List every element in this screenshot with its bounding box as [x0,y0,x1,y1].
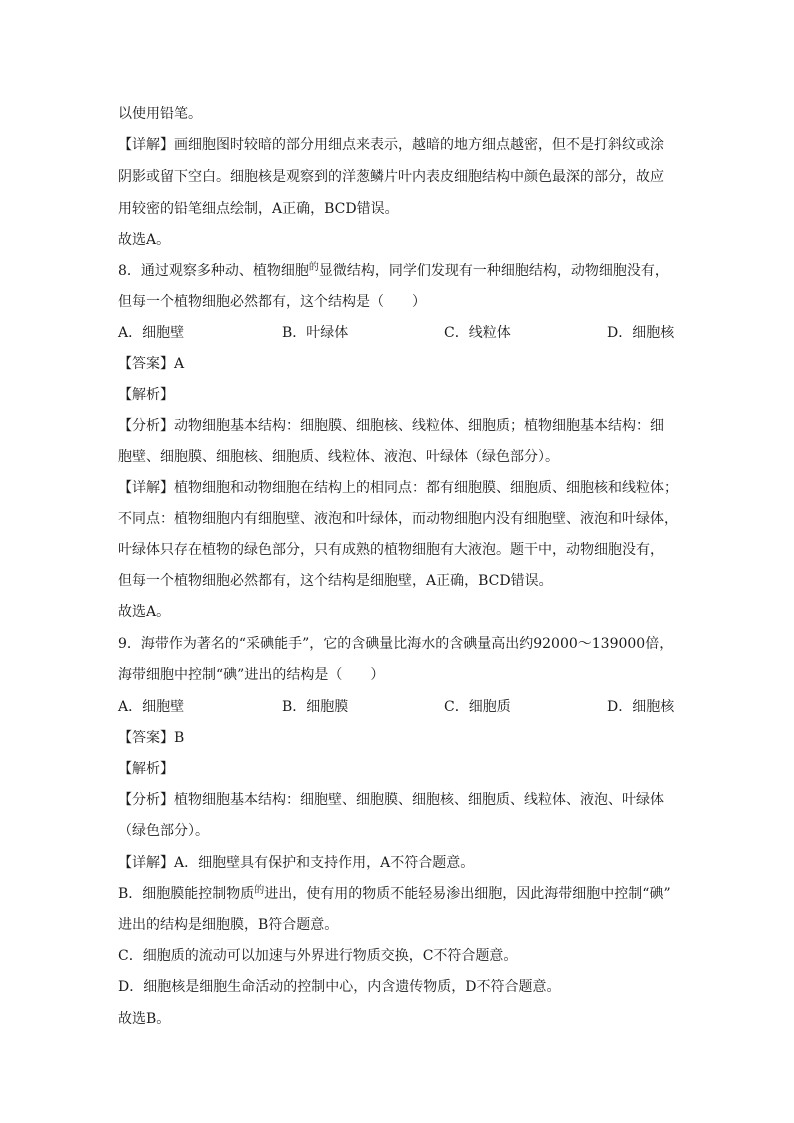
q9-analysis-header: 【解析】 [118,761,174,777]
q7-detail-line-3: 用较密的铅笔细点绘制，A正确，BCD错误。 [118,201,399,217]
q9-detail-d: D．细胞核是细胞生命活动的控制中心，内含遗传物质，D不符合题意。 [118,979,561,995]
q8-option-d: D．细胞核 [607,325,675,341]
q8-analysis-header: 【解析】 [118,387,174,403]
q8-stem-part-a: 8．通过观察多种动、植物细胞 [118,263,309,279]
q8-option-a: A．细胞壁 [118,325,185,341]
q8-detail-line-3: 叶绿体只存在植物的绿色部分，只有成熟的植物细胞有大液泡。题干中，动物细胞没有， [118,542,664,558]
q8-detail-line-1: 【详解】植物细胞和动物细胞在结构上的相同点：都有细胞膜、细胞质、细胞核和线粒体； [118,480,678,496]
q8-stem-line-2: 但每一个植物细胞必然都有，这个结构是（ ） [118,294,426,310]
q9-answer: 【答案】B [118,730,185,746]
q9-detail-a: 【详解】A．细胞壁具有保护和支持作用，A不符合题意。 [118,855,475,871]
q8-stem-part-b: 显微结构，同学们发现有一种细胞结构，动物细胞没有， [318,263,669,279]
q9-detail-b-line-1 [118,885,671,905]
q9-detail-b-part-a: B．细胞膜能控制物质 [118,886,255,902]
q9-option-d: D．细胞核 [607,699,675,715]
q9-detail-b-part-b: 进出，使有用的物质不能轻易渗出细胞，因此海带细胞中控制“碘” [264,886,671,902]
q9-option-c: C．细胞质 [444,699,511,715]
q8-detail-line-4: 但每一个植物细胞必然都有，这个结构是细胞壁，A正确，BCD错误。 [118,573,553,589]
q9-option-b: B．细胞膜 [282,699,349,715]
q8-fenxi-line-1: 【分析】动物细胞基本结构：细胞膜、细胞核、线粒体、细胞质；植物细胞基本结构：细 [118,418,664,434]
q9-fenxi-line-2: （绿色部分）。 [118,823,209,839]
q8-fenxi-line-2: 胞壁、细胞膜、细胞核、细胞质、线粒体、液泡、叶绿体（绿色部分）。 [118,449,559,465]
q8-conclusion: 故选A。 [118,604,171,620]
q8-option-c: C．线粒体 [444,325,511,341]
q9-stem-line-1: 9．海带作为著名的“采碘能手”，它的含碘量比海水的含碘量高出约92000～139000倍， [118,636,674,652]
q8-stem-superscript: 的 [308,262,319,273]
q9-detail-b-superscript: 的 [254,885,265,896]
q8-answer: 【答案】A [118,356,185,372]
q9-stem-line-2: 海带细胞中控制“碘”进出的结构是（ ） [118,667,385,683]
q7-text-tail: 以使用铅笔。 [118,106,202,122]
q8-stem-line-1 [118,262,669,282]
q7-detail-line-1: 【详解】画细胞图时较暗的部分用细点来表示，越暗的地方细点越密，但不是打斜纹或涂 [118,137,664,153]
q8-detail-line-2: 不同点：植物细胞内有细胞壁、液泡和叶绿体，而动物细胞内没有细胞壁、液泡和叶绿体， [118,511,678,527]
q7-conclusion: 故选A。 [118,232,171,248]
q9-detail-b-line-2: 进出的结构是细胞膜，B符合题意。 [118,917,339,933]
q9-option-a: A．细胞壁 [118,699,185,715]
q9-detail-c: C．细胞质的流动可以加速与外界进行物质交换，C不符合题意。 [118,948,518,964]
q9-fenxi-line-1: 【分析】植物细胞基本结构：细胞壁、细胞膜、细胞核、细胞质、线粒体、液泡、叶绿体 [118,792,664,808]
q8-option-b: B．叶绿体 [282,325,349,341]
q9-conclusion: 故选B。 [118,1011,171,1027]
q7-detail-line-2: 阴影或留下空白。细胞核是观察到的洋葱鳞片叶内表皮细胞结构中颜色最深的部分，故应 [118,169,664,185]
